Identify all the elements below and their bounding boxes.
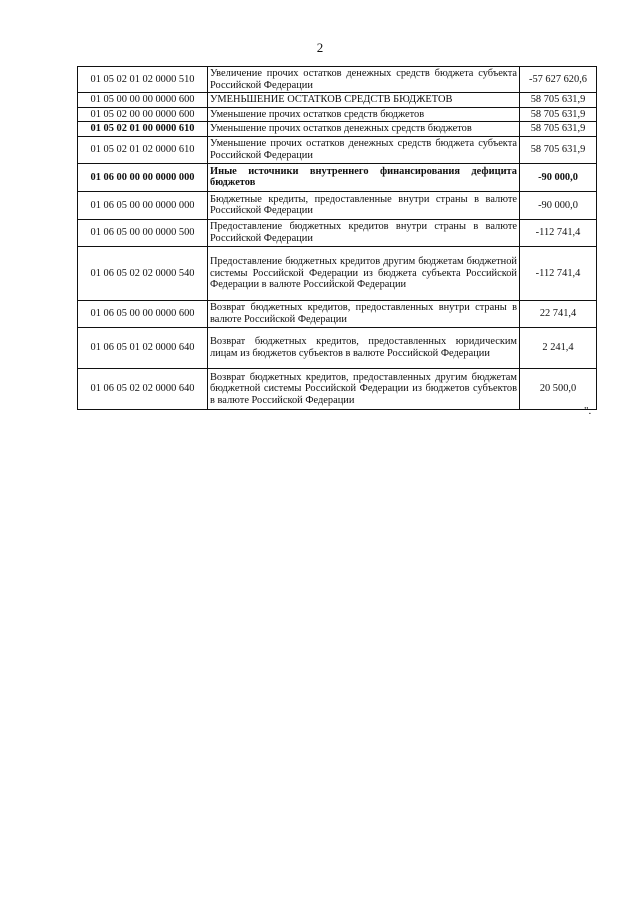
table-row [78,136,597,163]
budget-code-cell: 01 05 02 00 00 0000 600 [78,107,208,122]
table-row [78,122,597,137]
budget-code-cell: 01 06 00 00 00 0000 000 [78,163,208,191]
amount-cell: 58 705 631,9 [520,136,597,163]
source-name-cell: Уменьшение прочих остатков денежных средств бюджетов [208,122,520,137]
amount-cell: 2 241,4 [520,327,597,368]
source-name-cell: Возврат бюджетных кредитов, предоставленных другим бюджетам бюджетной системы Российской Федерации из бюджетов субъектов в валюте Российской Федерации [208,368,520,409]
amount-cell: -57 627 620,6 [520,67,597,93]
source-name-cell: Бюджетные кредиты, предоставленные внутри страны в валюте Российской Федерации [208,191,520,219]
amount-cell: -90 000,0 [520,191,597,219]
amount-cell: -90 000,0 [520,163,597,191]
budget-code-cell: 01 06 05 01 02 0000 640 [78,327,208,368]
source-name-cell: Возврат бюджетных кредитов, предоставленных внутри страны в валюте Российской Федерации [208,300,520,327]
budget-sources-table [77,66,597,410]
source-name-cell: Предоставление бюджетных кредитов другим бюджетам бюджетной системы Российской Федерации из бюджета субъекта Российской Федерации в валюте Российской Федерации [208,246,520,300]
budget-code-cell: 01 06 05 00 00 0000 600 [78,300,208,327]
budget-code-cell: 01 05 02 01 02 0000 610 [78,136,208,163]
budget-code-cell: 01 05 00 00 00 0000 600 [78,93,208,108]
budget-code-cell: 01 06 05 00 00 0000 000 [78,191,208,219]
budget-code-cell: 01 06 05 02 02 0000 540 [78,246,208,300]
budget-code-cell: 01 06 05 00 00 0000 500 [78,219,208,246]
budget-code-cell: 01 05 02 01 02 0000 510 [78,67,208,93]
amount-cell: 58 705 631,9 [520,122,597,137]
amount-cell: -112 741,4 [520,219,597,246]
amount-cell: 58 705 631,9 [520,93,597,108]
table-row [78,327,597,368]
amount-cell: -112 741,4 [520,246,597,300]
source-name-cell: Иные источники внутреннего финансирования дефицита бюджетов [208,163,520,191]
table-row [78,93,597,108]
source-name-cell: Уменьшение прочих остатков средств бюджетов [208,107,520,122]
amount-cell: 58 705 631,9 [520,107,597,122]
source-name-cell: Возврат бюджетных кредитов, предоставленных юридическим лицам из бюджетов субъектов в валюте Российской Федерации [208,327,520,368]
budget-code-cell: 01 06 05 02 02 0000 640 [78,368,208,409]
table-row [78,300,597,327]
table-row [78,246,597,300]
table-row [78,107,597,122]
amount-cell: 20 500,0 [520,368,597,409]
page-number: 2 [316,40,324,55]
table-row [78,67,597,93]
source-name-cell: Уменьшение прочих остатков денежных средств бюджета субъекта Российской Федерации [208,136,520,163]
source-name-cell: Предоставление бюджетных кредитов внутри страны в валюте Российской Федерации [208,219,520,246]
source-name-cell: УМЕНЬШЕНИЕ ОСТАТКОВ СРЕДСТВ БЮДЖЕТОВ [208,93,520,108]
closing-quote-mark: ". [584,405,592,417]
table-row [78,191,597,219]
budget-code-cell: 01 05 02 01 00 0000 610 [78,122,208,137]
table-row [78,219,597,246]
source-name-cell: Увеличение прочих остатков денежных средств бюджета субъекта Российской Федерации [208,67,520,93]
table-row [78,368,597,409]
amount-cell: 22 741,4 [520,300,597,327]
table-row [78,163,597,191]
